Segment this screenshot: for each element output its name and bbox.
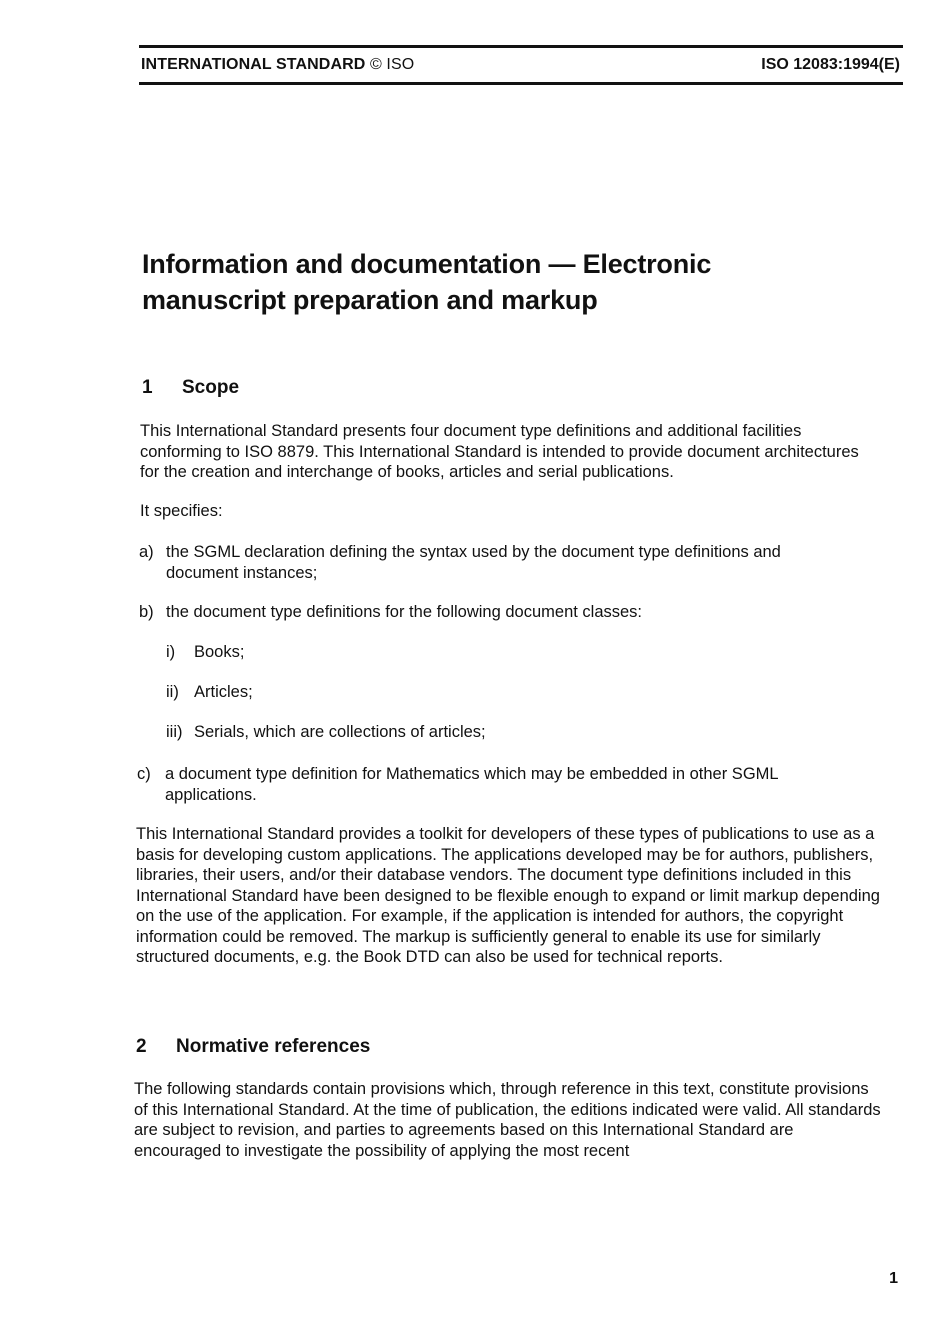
sublist-item-i-label: i) xyxy=(166,643,176,661)
section-2-number: 2 xyxy=(136,1036,147,1057)
header-top-rule xyxy=(139,45,903,48)
header-document-id: ISO 12083:1994(E) xyxy=(761,56,900,73)
normative-references-paragraph: The following standards contain provisions which, through reference in this text, constitute provisions of this International Standard. At the time of publication, the editions indicated were valid. All standards are subject to revision, and parties to agreements based on this International Standard are encouraged to investigate the possibility of applying the most recent xyxy=(134,1080,881,1160)
sublist-item-iii-text: Serials, which are collections of articles; xyxy=(194,723,486,741)
list-item-c xyxy=(137,764,847,805)
section-2-heading xyxy=(136,1036,370,1058)
list-item-a xyxy=(139,542,849,583)
document-title xyxy=(142,246,902,318)
title-line-1: Information and documentation — Electronic xyxy=(142,249,712,279)
sublist-item-iii-label: iii) xyxy=(166,723,183,741)
list-item-c-label: c) xyxy=(137,765,151,783)
toolkit-paragraph: This International Standard provides a toolkit for developers of these types of publications to use as a basis for developing custom applications. The applications developed may be for authors, publishers, libraries, their users, and/or their database vendors. The document type definitions included in this International Standard have been designed to be flexible enough to expand or limit markup depending on the use of the application. For example, if the application is intended for authors, the copyright information could be removed. The markup is sufficiently general to enable its use for similarly structured documents, e.g. the Book DTD can also be used for technical reports. xyxy=(136,825,880,966)
section-2-title: Normative references xyxy=(176,1036,371,1057)
list-item-b-text: the document type definitions for the following document classes: xyxy=(166,603,643,621)
list-item-a-text: the SGML declaration defining the syntax used by the document type definitions and document instances; xyxy=(166,543,781,582)
sublist-item-i-text: Books; xyxy=(194,643,245,661)
section-1-number: 1 xyxy=(142,377,153,398)
specifies-paragraph: It specifies: xyxy=(140,502,223,520)
list-item-c-text: a document type definition for Mathematics which may be embedded in other SGML applications. xyxy=(165,765,778,804)
header-left-label: INTERNATIONAL STANDARD xyxy=(141,56,366,73)
header-standard-label xyxy=(141,56,414,74)
section-1-heading xyxy=(142,377,239,399)
list-item-b xyxy=(139,602,849,623)
list-item-b-label: b) xyxy=(139,603,154,621)
title-line-2: manuscript preparation and markup xyxy=(142,285,598,315)
sublist-item-i xyxy=(166,642,816,663)
copyright-symbol: © xyxy=(369,56,382,73)
sublist-item-ii xyxy=(166,682,816,703)
list-item-a-label: a) xyxy=(139,543,154,561)
sublist-item-ii-text: Articles; xyxy=(194,683,253,701)
sublist-item-iii xyxy=(166,722,816,743)
header-bottom-rule xyxy=(139,82,903,85)
page-number: 1 xyxy=(889,1270,898,1287)
scope-intro-paragraph: This International Standard presents four document type definitions and additional facilities conforming to ISO 8879. This International Standard is intended to provide document architectures for the creation and interchange of books, articles and serial publications. xyxy=(140,422,859,481)
section-1-title: Scope xyxy=(182,377,240,398)
sublist-item-ii-label: ii) xyxy=(166,683,179,701)
header-iso: ISO xyxy=(386,56,415,73)
